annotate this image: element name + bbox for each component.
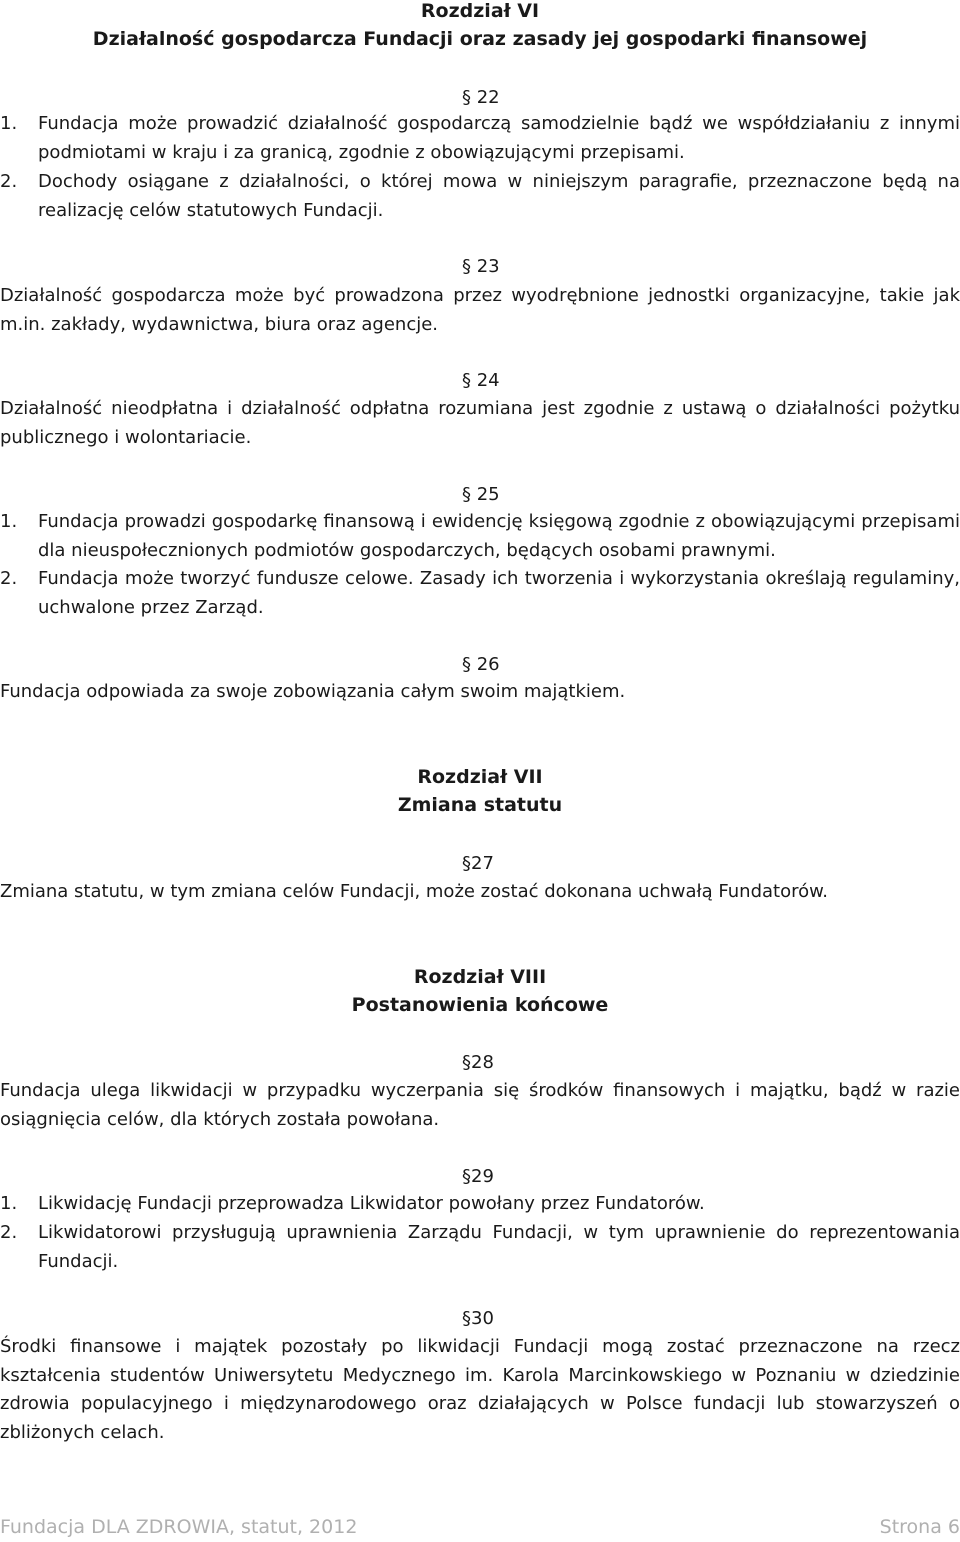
section-22-item-2-text: Dochody osiągane z działalności, o której mowa w niniejszym paragrafie, przeznaczone będą na realizację celów statutowych Fundacji. (38, 171, 960, 221)
section-24-text: Działalność nieodpłatna i działalność odpłatna rozumiana jest zgodnie z ustawą o działalności pożytku publicznego i wolontariacie. (0, 398, 960, 448)
section-22-item-1-number: 1. (0, 113, 18, 134)
section-29-heading: §29 (462, 1166, 494, 1187)
section-25-item-1-number: 1. (0, 511, 18, 532)
chapter-8-subtitle: Postanowienia końcowe (351, 994, 609, 1016)
chapter-6-title: Rozdział VI (420, 0, 540, 22)
section-29-item-2-number: 2. (0, 1222, 18, 1243)
chapter-7-title: Rozdział VII (417, 766, 543, 788)
section-30-text: Środki finansowe i majątek pozostały po likwidacji Fundacji mogą zostać przeznaczone na rzecz kształcenia studentów Uniwersytetu Medycznego im. Karola Marcinkowskiego w Poznaniu w dziedzinie zdrowia populacyjnego i międzynarodowego oraz działających w Polsce fundacji lub stowarzyszeń o zbliżonych celach. (0, 1336, 960, 1443)
section-22-item-1-text: Fundacja może prowadzić działalność gospodarczą samodzielnie bądź we współdziałaniu z innymi podmiotami w kraju i za granicą, zgodnie z obowiązującymi przepisami. (38, 113, 960, 163)
chapter-6-subtitle: Działalność gospodarcza Fundacji oraz zasady jej gospodarki finansowej (92, 28, 868, 50)
chapter-7-subtitle: Zmiana statutu (397, 794, 563, 816)
section-23-heading: § 23 (462, 256, 500, 277)
section-27-heading: §27 (462, 853, 494, 874)
section-30-heading: §30 (462, 1308, 494, 1329)
section-24-heading: § 24 (462, 370, 500, 391)
chapter-8-title: Rozdział VIII (413, 966, 547, 988)
section-25-item-2-number: 2. (0, 568, 18, 589)
section-22-item-2-number: 2. (0, 171, 18, 192)
footer-document-title: Fundacja DLA ZDROWIA, statut, 2012 (0, 1516, 358, 1538)
section-29-item-1-number: 1. (0, 1193, 18, 1214)
section-25-item-1-text: Fundacja prowadzi gospodarkę finansową i ewidencję księgową zgodnie z obowiązującymi przepisami dla nieuspołecznionych podmiotów gospodarczych, będących osobami prawnymi. (38, 511, 960, 561)
section-28-text: Fundacja ulega likwidacji w przypadku wyczerpania się środków finansowych i majątku, bądź w razie osiągnięcia celów, dla których została powołana. (0, 1080, 960, 1130)
section-29-item-2-text: Likwidatorowi przysługują uprawnienia Zarządu Fundacji, w tym uprawnienie do reprezentowania Fundacji. (38, 1222, 960, 1272)
section-26-text: Fundacja odpowiada za swoje zobowiązania całym swoim majątkiem. (0, 681, 626, 702)
section-29-item-1-text: Likwidację Fundacji przeprowadza Likwidator powołany przez Fundatorów. (38, 1193, 705, 1214)
section-26-heading: § 26 (462, 654, 500, 675)
section-25-item-2-text: Fundacja może tworzyć fundusze celowe. Zasady ich tworzenia i wykorzystania określają regulaminy, uchwalone przez Zarząd. (38, 568, 960, 618)
section-22-heading: § 22 (462, 87, 500, 108)
footer-page-number: Strona 6 (879, 1516, 960, 1538)
section-23-text: Działalność gospodarcza może być prowadzona przez wyodrębnione jednostki organizacyjne, takie jak m.in. zakłady, wydawnictwa, biura oraz agencje. (0, 285, 960, 335)
section-27-text: Zmiana statutu, w tym zmiana celów Fundacji, może zostać dokonana uchwałą Fundatorów. (0, 881, 828, 902)
section-28-heading: §28 (462, 1052, 494, 1073)
section-25-heading: § 25 (462, 484, 500, 505)
